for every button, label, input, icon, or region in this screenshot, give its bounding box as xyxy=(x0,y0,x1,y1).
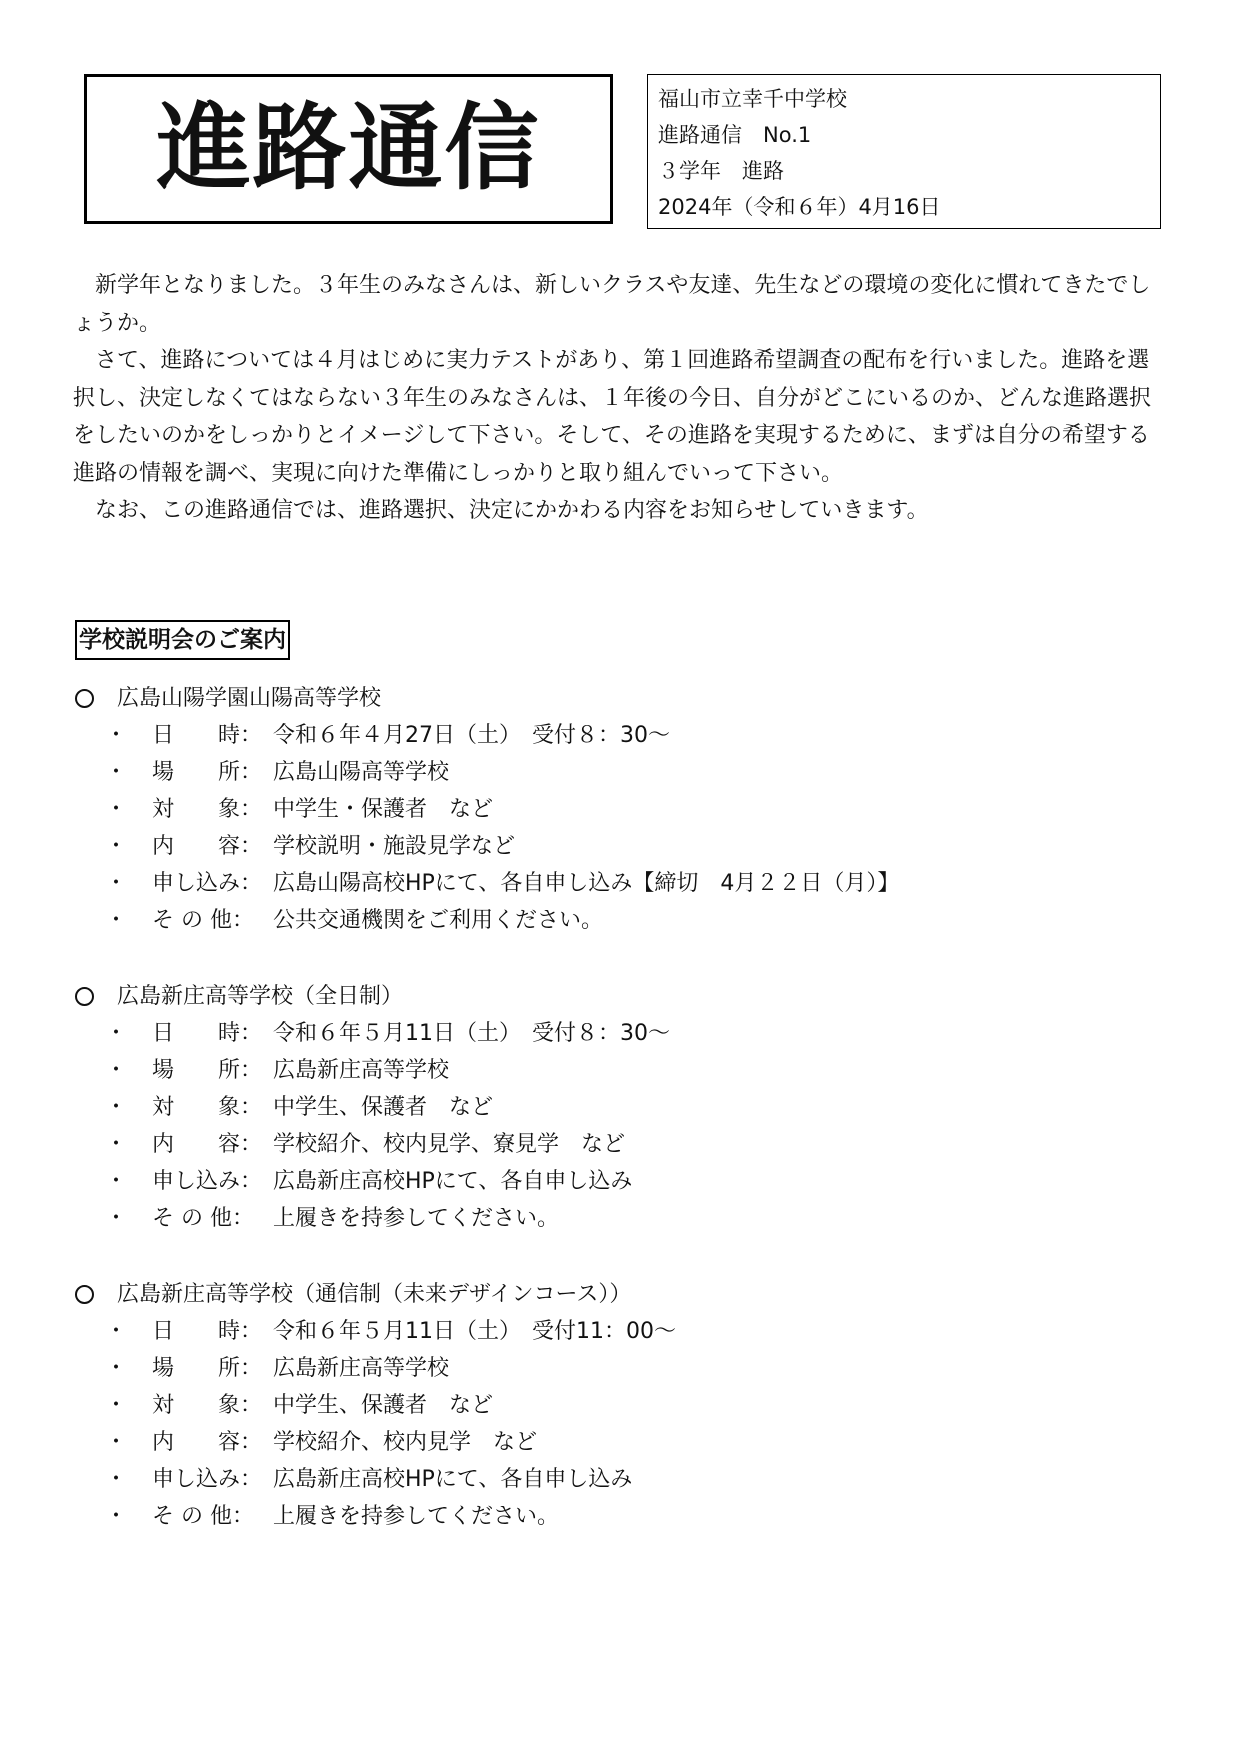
intro-paragraph: 新学年となりました。３年生のみなさんは、新しいクラスや友達、先生などの環境の変化に慣れてきたでしょうか。 xyxy=(73,273,1151,336)
school-heading xyxy=(75,978,1175,1015)
detail-label: 日 時： xyxy=(152,723,263,748)
bullet-icon: ・ xyxy=(104,1430,127,1455)
detail-value: 上履きを持参してください。 xyxy=(273,1206,560,1231)
bullet-icon: ・ xyxy=(104,760,127,785)
detail-value: 上履きを持参してください。 xyxy=(273,1504,560,1529)
detail-value: 広島新庄高校HPにて、各自申し込み xyxy=(273,1467,633,1492)
detail-row xyxy=(75,1424,1175,1461)
detail-row xyxy=(75,1313,1175,1350)
detail-value: 公共交通機関をご利用ください。 xyxy=(273,908,604,933)
detail-row xyxy=(75,1089,1175,1126)
detail-row xyxy=(75,902,1175,939)
bullet-icon: ・ xyxy=(104,1504,127,1529)
detail-label: 場 所： xyxy=(152,1058,263,1083)
detail-value: 令和６年５月11日（土） 受付11：00～ xyxy=(273,1319,676,1344)
detail-label: そ の 他： xyxy=(152,908,254,933)
circle-icon xyxy=(75,1285,94,1304)
title-box xyxy=(84,74,613,224)
grade-department: ３学年 進路 xyxy=(658,159,784,183)
bullet-icon: ・ xyxy=(104,1021,127,1046)
bullet-icon: ・ xyxy=(104,1393,127,1418)
school-block xyxy=(75,978,1175,1237)
detail-row xyxy=(75,754,1175,791)
detail-row xyxy=(75,717,1175,754)
detail-label: 申し込み： xyxy=(152,1467,263,1492)
detail-label: そ の 他： xyxy=(152,1504,254,1529)
detail-row xyxy=(75,1461,1175,1498)
issue-date: 2024年（令和６年）4月16日 xyxy=(658,195,941,219)
detail-value: 令和６年４月27日（土） 受付８：30～ xyxy=(273,723,670,748)
section-title: 学校説明会のご案内 xyxy=(75,620,290,660)
bullet-icon: ・ xyxy=(104,797,127,822)
detail-row xyxy=(75,1126,1175,1163)
detail-row xyxy=(75,1350,1175,1387)
school-heading-text: 広島山陽学園山陽高等学校 xyxy=(117,686,382,711)
detail-value: 広島新庄高等学校 xyxy=(273,1058,450,1083)
bullet-icon: ・ xyxy=(104,908,127,933)
detail-label: 日 時： xyxy=(152,1319,263,1344)
issue-info-box xyxy=(647,74,1161,229)
bullet-icon: ・ xyxy=(104,1169,127,1194)
detail-value: 広島山陽高等学校 xyxy=(273,760,450,785)
intro-paragraph: なお、この進路通信では、進路選択、決定にかかわる内容をお知らせしていきます。 xyxy=(95,498,929,523)
bullet-icon: ・ xyxy=(104,1132,127,1157)
bullet-icon: ・ xyxy=(104,1356,127,1381)
school-block xyxy=(75,1276,1175,1535)
page-title: 進路通信 xyxy=(156,94,541,203)
detail-row xyxy=(75,1015,1175,1052)
detail-label: そ の 他： xyxy=(152,1206,254,1231)
detail-value: 学校説明・施設見学など xyxy=(273,834,516,859)
school-heading-text: 広島新庄高等学校（通信制（未来デザインコース）） xyxy=(117,1282,632,1307)
detail-value: 広島山陽高校HPにて、各自申し込み【締切 4月２２日（月）】 xyxy=(273,871,900,896)
detail-row xyxy=(75,828,1175,865)
detail-label: 場 所： xyxy=(152,760,263,785)
bullet-icon: ・ xyxy=(104,1467,127,1492)
detail-value: 中学生・保護者 など xyxy=(273,797,494,822)
detail-label: 内 容： xyxy=(152,834,263,859)
bullet-icon: ・ xyxy=(104,834,127,859)
bullet-icon: ・ xyxy=(104,1206,127,1231)
school-heading-text: 広島新庄高等学校（全日制） xyxy=(117,984,404,1009)
detail-label: 対 象： xyxy=(152,797,263,822)
detail-value: 広島新庄高等学校 xyxy=(273,1356,450,1381)
detail-row xyxy=(75,1200,1175,1237)
detail-row xyxy=(75,1163,1175,1200)
detail-value: 広島新庄高校HPにて、各自申し込み xyxy=(273,1169,633,1194)
intro-text xyxy=(73,267,1168,530)
detail-label: 場 所： xyxy=(152,1356,263,1381)
detail-label: 対 象： xyxy=(152,1095,263,1120)
detail-label: 対 象： xyxy=(152,1393,263,1418)
detail-row xyxy=(75,791,1175,828)
circle-icon xyxy=(75,689,94,708)
school-heading xyxy=(75,680,1175,717)
detail-label: 日 時： xyxy=(152,1021,263,1046)
detail-label: 申し込み： xyxy=(152,871,263,896)
detail-value: 学校紹介、校内見学 など xyxy=(273,1430,538,1455)
circle-icon xyxy=(75,987,94,1006)
detail-row xyxy=(75,1498,1175,1535)
detail-label: 内 容： xyxy=(152,1430,263,1455)
detail-label: 内 容： xyxy=(152,1132,263,1157)
detail-label: 申し込み： xyxy=(152,1169,263,1194)
intro-paragraph: さて、進路については４月はじめに実力テストがあり、第１回進路希望調査の配布を行いました。進路を選択し、決定しなくてはならない３年生のみなさんは、１年後の今日、自分がどこにいるのか、どんな進路選択をしたいのかをしっかりとイメージして下さい。そして、その進路を実現するために、まずは自分の希望する進路の情報を調べ、実現に向けた準備にしっかりと取り組んでいって下さい。 xyxy=(73,348,1152,486)
detail-row xyxy=(75,1387,1175,1424)
bullet-icon: ・ xyxy=(104,871,127,896)
bullet-icon: ・ xyxy=(104,1058,127,1083)
detail-row xyxy=(75,1052,1175,1089)
detail-value: 学校紹介、校内見学、寮見学 など xyxy=(273,1132,626,1157)
detail-value: 令和６年５月11日（土） 受付８：30～ xyxy=(273,1021,670,1046)
detail-value: 中学生、保護者 など xyxy=(273,1095,494,1120)
issue-number: 進路通信 No.1 xyxy=(658,123,812,147)
school-block xyxy=(75,680,1175,939)
school-heading xyxy=(75,1276,1175,1313)
school-name: 福山市立幸千中学校 xyxy=(658,87,847,111)
bullet-icon: ・ xyxy=(104,1319,127,1344)
bullet-icon: ・ xyxy=(104,723,127,748)
detail-value: 中学生、保護者 など xyxy=(273,1393,494,1418)
bullet-icon: ・ xyxy=(104,1095,127,1120)
detail-row xyxy=(75,865,1175,902)
